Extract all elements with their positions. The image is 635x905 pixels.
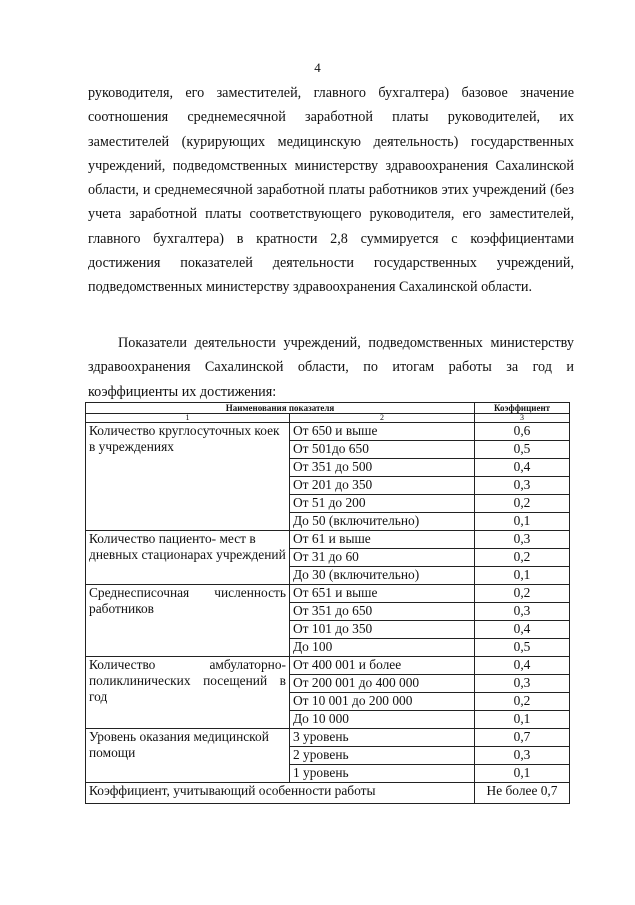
range-cell: От 31 до 60 (290, 549, 475, 567)
coefficient-cell: 0,5 (475, 639, 570, 657)
range-cell: От 51 до 200 (290, 495, 475, 513)
coefficient-cell: 0,1 (475, 765, 570, 783)
range-cell: От 10 001 до 200 000 (290, 693, 475, 711)
coefficient-cell: 0,4 (475, 621, 570, 639)
coefficient-cell: 0,3 (475, 747, 570, 765)
range-cell: 2 уровень (290, 747, 475, 765)
range-cell: До 10 000 (290, 711, 475, 729)
table-row (86, 657, 570, 675)
indicator-name-cell: Уровень оказания медицинской помощи (86, 729, 290, 783)
range-cell: До 100 (290, 639, 475, 657)
coefficient-cell: 0,5 (475, 441, 570, 459)
column-number-row (86, 414, 570, 423)
coefficient-cell: 0,2 (475, 693, 570, 711)
coefficient-cell: 0,1 (475, 711, 570, 729)
indicator-name-cell: Среднесписочная численность работников (86, 585, 290, 657)
indicators-table-body (86, 403, 570, 804)
table-row (86, 531, 570, 549)
coefficient-cell: 0,3 (475, 675, 570, 693)
range-cell: От 651 и выше (290, 585, 475, 603)
range-cell: От 501до 650 (290, 441, 475, 459)
coefficient-cell: 0,1 (475, 567, 570, 585)
coefficient-cell: 0,4 (475, 459, 570, 477)
range-cell: От 650 и выше (290, 423, 475, 441)
column-number-2: 2 (290, 414, 475, 423)
indicators-table (85, 402, 570, 804)
range-cell: От 61 и выше (290, 531, 475, 549)
indicator-name-cell: Количество пациенто- мест в дневных стационарах учреждений (86, 531, 290, 585)
header-coefficient: Коэффициент (475, 403, 570, 414)
footer-row (86, 783, 570, 804)
page-number: 4 (314, 60, 321, 75)
coefficient-cell: 0,1 (475, 513, 570, 531)
range-cell: От 201 до 350 (290, 477, 475, 495)
coefficient-cell: 0,7 (475, 729, 570, 747)
coefficient-cell: 0,3 (475, 531, 570, 549)
header-indicator-name: Наименования показателя (86, 403, 475, 414)
footer-label-cell: Коэффициент, учитывающий особенности работы (86, 783, 475, 804)
coefficient-cell: 0,2 (475, 549, 570, 567)
column-number-3: 3 (475, 414, 570, 423)
range-cell: От 400 001 и более (290, 657, 475, 675)
indicator-name-cell: Количество амбулаторно-поликлинических посещений в год (86, 657, 290, 729)
coefficient-cell: 0,3 (475, 477, 570, 495)
range-cell: От 101 до 350 (290, 621, 475, 639)
indicator-name-cell: Количество круглосуточных коек в учреждениях (86, 423, 290, 531)
coefficient-cell: 0,4 (475, 657, 570, 675)
range-cell: До 30 (включительно) (290, 567, 475, 585)
coefficient-cell: 0,2 (475, 585, 570, 603)
table-header-row (86, 403, 570, 414)
range-cell: От 351 до 500 (290, 459, 475, 477)
table-row (86, 729, 570, 747)
paragraph-1: руководителя, его заместителей, главного бухгалтера) базовое значение соотношения среднемесячной заработной платы руководителей, их заместителей (курирующих медицинскую деятельность) государственных учреждений, подведомственных министерству здравоохранения Сахалинской области, и среднемесячной заработной платы работников этих учреждений (без учета заработной платы соответствующего руководителя, его заместителей, главного бухгалтера) в кратности 2,8 суммируется с коэффициентами достижения показателей деятельности государственных учреждений, подведомственных министерству здравоохранения Сахалинской области. (88, 85, 574, 296)
column-number-1: 1 (86, 414, 290, 423)
paragraph-2: Показатели деятельности учреждений, подведомственных министерству здравоохранения Сахалинской области, по итогам работы за год и коэффициенты их достижения: (88, 335, 574, 400)
range-cell: До 50 (включительно) (290, 513, 475, 531)
table-row (86, 423, 570, 441)
range-cell: 1 уровень (290, 765, 475, 783)
coefficient-cell: 0,2 (475, 495, 570, 513)
footer-coefficient-cell: Не более 0,7 (475, 783, 570, 804)
coefficient-cell: 0,6 (475, 423, 570, 441)
range-cell: 3 уровень (290, 729, 475, 747)
range-cell: От 200 001 до 400 000 (290, 675, 475, 693)
table-row (86, 585, 570, 603)
range-cell: От 351 до 650 (290, 603, 475, 621)
coefficient-cell: 0,3 (475, 603, 570, 621)
